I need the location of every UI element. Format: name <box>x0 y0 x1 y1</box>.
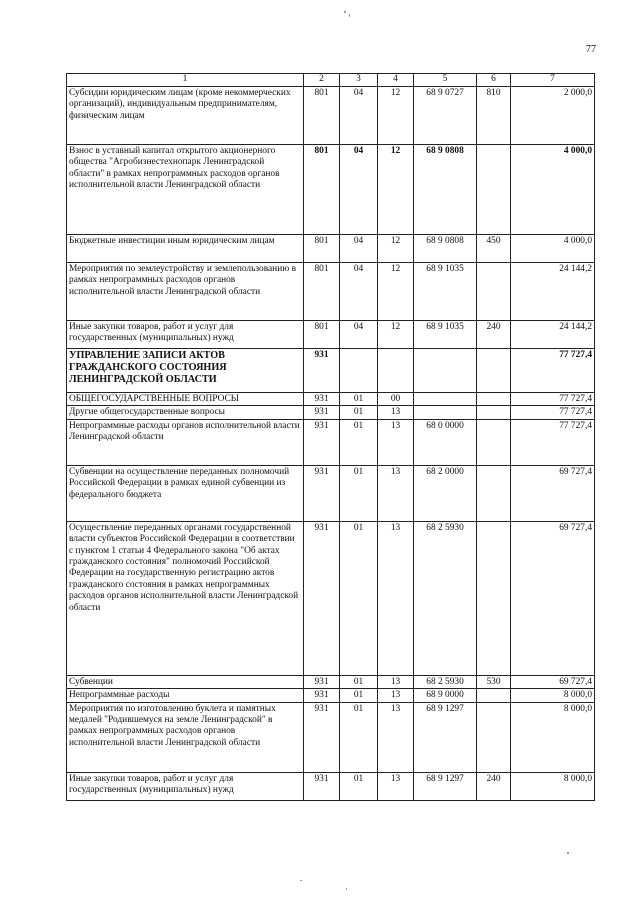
row-name: Другие общегосударственные вопросы <box>67 406 304 419</box>
budget-table <box>66 73 595 801</box>
amount: 2 000,0 <box>511 87 595 145</box>
row-name: Субвенции на осуществление переданных полномочий Российской Федерации в рамках единой субвенции из федерального бюджета <box>67 465 304 521</box>
department-code: 931 <box>304 675 340 688</box>
row-name: Иные закупки товаров, работ и услуг для государственных (муниципальных) нужд <box>67 321 304 349</box>
subsection-code: 12 <box>378 145 414 235</box>
scan-speck <box>349 14 350 17</box>
expense-type-code <box>477 465 511 521</box>
subsection-code <box>378 349 414 393</box>
scan-speck <box>300 880 302 881</box>
section-code: 01 <box>340 772 378 800</box>
amount: 4 000,0 <box>511 145 595 235</box>
expense-type-code <box>477 393 511 406</box>
table-row <box>67 87 595 145</box>
department-code: 801 <box>304 145 340 235</box>
table-row <box>67 521 595 675</box>
amount: 24 144,2 <box>511 321 595 349</box>
row-name: Непрограммные расходы <box>67 689 304 702</box>
department-code: 801 <box>304 235 340 263</box>
section-code: 01 <box>340 675 378 688</box>
department-code: 931 <box>304 349 340 393</box>
amount: 77 727,4 <box>511 349 595 393</box>
department-code: 931 <box>304 393 340 406</box>
scan-speck <box>344 11 346 13</box>
section-code: 01 <box>340 465 378 521</box>
subsection-code: 12 <box>378 235 414 263</box>
target-article-code <box>414 393 477 406</box>
subsection-code: 13 <box>378 419 414 465</box>
expense-type-code <box>477 406 511 419</box>
table-row <box>67 702 595 772</box>
column-number: 4 <box>378 74 414 87</box>
amount: 69 727,4 <box>511 465 595 521</box>
department-code: 931 <box>304 465 340 521</box>
expense-type-code: 530 <box>477 675 511 688</box>
expense-type-code <box>477 521 511 675</box>
row-name: Непрограммные расходы органов исполнительной власти Ленинградской области <box>67 419 304 465</box>
department-code: 931 <box>304 689 340 702</box>
target-article-code: 68 2 5930 <box>414 521 477 675</box>
expense-type-code <box>477 689 511 702</box>
column-number-row <box>67 74 595 87</box>
column-number: 3 <box>340 74 378 87</box>
table-row <box>67 145 595 235</box>
table-row <box>67 465 595 521</box>
target-article-code: 68 9 1035 <box>414 263 477 321</box>
target-article-code: 68 2 5930 <box>414 675 477 688</box>
column-number: 1 <box>67 74 304 87</box>
expense-type-code: 810 <box>477 87 511 145</box>
expense-type-code <box>477 145 511 235</box>
amount: 8 000,0 <box>511 689 595 702</box>
target-article-code <box>414 349 477 393</box>
target-article-code <box>414 406 477 419</box>
table-row <box>67 393 595 406</box>
table-row <box>67 406 595 419</box>
section-code: 04 <box>340 263 378 321</box>
department-code: 801 <box>304 87 340 145</box>
department-code: 931 <box>304 406 340 419</box>
expense-type-code <box>477 263 511 321</box>
column-number: 6 <box>477 74 511 87</box>
target-article-code: 68 9 0000 <box>414 689 477 702</box>
subsection-code: 13 <box>378 675 414 688</box>
amount: 4 000,0 <box>511 235 595 263</box>
amount: 8 000,0 <box>511 702 595 772</box>
subsection-code: 13 <box>378 465 414 521</box>
section-code: 01 <box>340 521 378 675</box>
section-code: 01 <box>340 406 378 419</box>
column-number: 2 <box>304 74 340 87</box>
table-body <box>67 87 595 801</box>
table-row <box>67 689 595 702</box>
target-article-code: 68 9 0727 <box>414 87 477 145</box>
target-article-code: 68 9 1297 <box>414 702 477 772</box>
row-name: Иные закупки товаров, работ и услуг для государственных (муниципальных) нужд <box>67 772 304 800</box>
expense-type-code: 240 <box>477 772 511 800</box>
column-number: 7 <box>511 74 595 87</box>
target-article-code: 68 9 0808 <box>414 145 477 235</box>
amount: 77 727,4 <box>511 393 595 406</box>
subsection-code: 12 <box>378 263 414 321</box>
target-article-code: 68 9 0808 <box>414 235 477 263</box>
subsection-code: 13 <box>378 521 414 675</box>
scan-speck <box>346 888 347 890</box>
section-code <box>340 349 378 393</box>
section-code: 01 <box>340 419 378 465</box>
section-code: 04 <box>340 87 378 145</box>
amount: 8 000,0 <box>511 772 595 800</box>
target-article-code: 68 2 0000 <box>414 465 477 521</box>
table-row <box>67 321 595 349</box>
department-code: 801 <box>304 321 340 349</box>
table-row <box>67 349 595 393</box>
row-name: УПРАВЛЕНИЕ ЗАПИСИ АКТОВ ГРАЖДАНСКОГО СОСТОЯНИЯ ЛЕНИНГРАДСКОЙ ОБЛАСТИ <box>67 349 304 393</box>
expense-type-code: 450 <box>477 235 511 263</box>
expense-type-code <box>477 702 511 772</box>
row-name: ОБЩЕГОСУДАРСТВЕННЫЕ ВОПРОСЫ <box>67 393 304 406</box>
department-code: 931 <box>304 772 340 800</box>
table-row <box>67 419 595 465</box>
subsection-code: 13 <box>378 689 414 702</box>
table-row <box>67 235 595 263</box>
department-code: 801 <box>304 263 340 321</box>
subsection-code: 00 <box>378 393 414 406</box>
row-name: Субсидии юридическим лицам (кроме некоммерческих организаций), индивидуальным предпринимателям, физическим лицам <box>67 87 304 145</box>
expense-type-code: 240 <box>477 321 511 349</box>
amount: 77 727,4 <box>511 419 595 465</box>
amount: 69 727,4 <box>511 675 595 688</box>
section-code: 01 <box>340 689 378 702</box>
amount: 77 727,4 <box>511 406 595 419</box>
section-code: 01 <box>340 702 378 772</box>
subsection-code: 13 <box>378 772 414 800</box>
target-article-code: 68 0 0000 <box>414 419 477 465</box>
subsection-code: 12 <box>378 87 414 145</box>
row-name: Субвенции <box>67 675 304 688</box>
amount: 69 727,4 <box>511 521 595 675</box>
subsection-code: 13 <box>378 406 414 419</box>
department-code: 931 <box>304 702 340 772</box>
row-name: Бюджетные инвестиции иным юридическим лицам <box>67 235 304 263</box>
target-article-code: 68 9 1297 <box>414 772 477 800</box>
table-row <box>67 675 595 688</box>
row-name: Взнос в уставный капитал открытого акционерного общества "Агробизнестехнопарк Ленинградской области" в рамках непрограммных расходов органов исполнительной власти Ленинградской области <box>67 145 304 235</box>
subsection-code: 12 <box>378 321 414 349</box>
row-name: Мероприятия по землеустройству и землепользованию в рамках непрограммных расходов органов исполнительной власти Ленинградской области <box>67 263 304 321</box>
table-row <box>67 772 595 800</box>
page-number: 77 <box>586 44 596 55</box>
section-code: 04 <box>340 235 378 263</box>
section-code: 04 <box>340 321 378 349</box>
section-code: 04 <box>340 145 378 235</box>
department-code: 931 <box>304 419 340 465</box>
expense-type-code <box>477 419 511 465</box>
table-row <box>67 263 595 321</box>
row-name: Осуществление переданных органами государственной власти субъектов Российской Федерации в соответствии с пунктом 1 статьи 4 Федерального закона "Об актах гражданского состояния" полномочий Российской Федерации на государственную регистрацию актов гражданского состояния в рамках непрограммных расходов органов исполнительной власти Ленинградской области <box>67 521 304 675</box>
scan-speck <box>567 852 569 854</box>
row-name: Мероприятия по изготовлению буклета и памятных медалей "Родившемуся на земле Ленинградской" в рамках непрограммных расходов органов исполнительной власти Ленинградской области <box>67 702 304 772</box>
target-article-code: 68 9 1035 <box>414 321 477 349</box>
department-code: 931 <box>304 521 340 675</box>
subsection-code: 13 <box>378 702 414 772</box>
expense-type-code <box>477 349 511 393</box>
amount: 24 144,2 <box>511 263 595 321</box>
column-number: 5 <box>414 74 477 87</box>
section-code: 01 <box>340 393 378 406</box>
